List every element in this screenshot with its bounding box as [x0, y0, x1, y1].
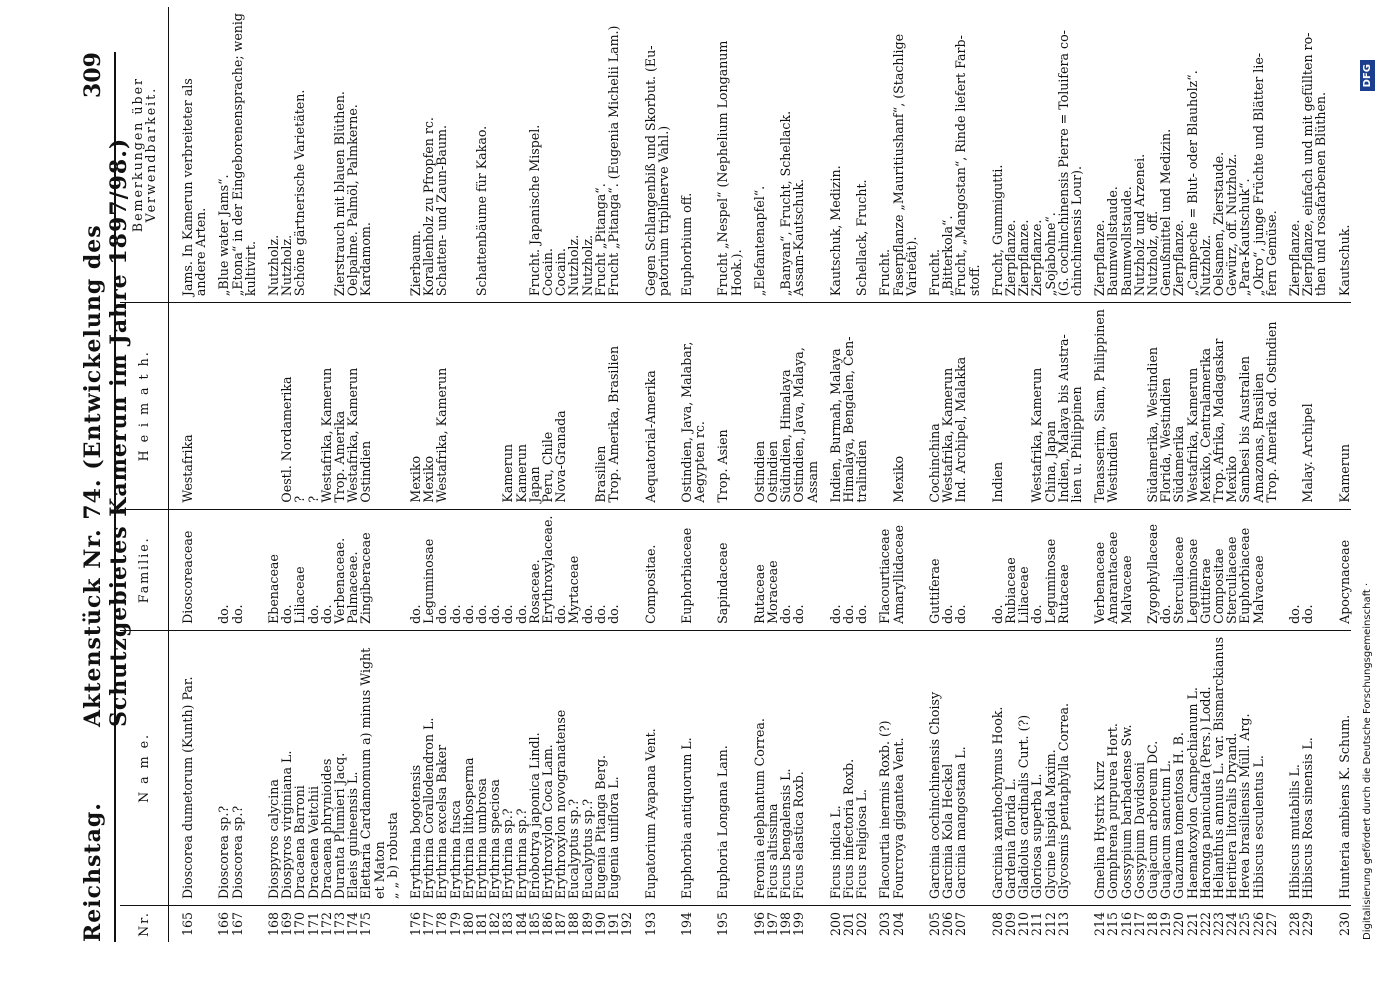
table-row: [634, 7, 670, 942]
cell-heimath: Mexiko Mexiko Westafrika, Kamerun Kamerun Kamerun Japan Peru, Chile Nova-Granada Brasilien Trop. Amerika, Brasilien: [399, 303, 633, 509]
table-row: [670, 7, 706, 942]
table-row: [981, 7, 1083, 942]
cell-nr: 165: [180, 911, 195, 936]
cell-bemerkungen: Gegen Schlangenbiß und Skorbut. (Eu- patorium triplinerve Vahl.): [634, 7, 670, 303]
cell-heimath: Cochinchina Westafrika, Kamerun Ind. Archipel, Malakka: [918, 303, 981, 509]
cell-nr: 203 204: [877, 911, 906, 936]
cell-familie: do. Leguminosae do. do. do. do. do. do. do. Rosaceae. Erythroxylaceae. do. Myrtaceae do. do. do.: [399, 509, 633, 630]
cell-bemerkungen: Kautschuk.: [1328, 7, 1351, 303]
cell-bemerkungen: Euphorbium off.: [670, 7, 706, 303]
table-row: [819, 7, 869, 942]
cell-familie: Ebenaceae do. Liliaceae do. do. Verbenaceae. Palmaceae. Zingiberaceae: [257, 509, 399, 630]
table-row: [1278, 7, 1328, 942]
cell-name: Dioscorea sp.? Dioscorea sp.?: [207, 630, 257, 905]
cell-bemerkungen: Frucht „Nespel“ (Nephelium Longanum Hook.).: [706, 7, 742, 303]
cell-familie: do. Rubiaceae Liliaceae do. Leguminosae Rutaceae: [981, 509, 1083, 630]
cell-nr: 214 215 216 217 218 219 220 221 222 223 224 225 226 227: [1092, 911, 1279, 936]
cell-name: Flacourtia inermis Roxb. (?) Fourcroya gigantea Vent.: [868, 630, 918, 905]
table-row: [918, 7, 981, 942]
cell-familie: Guttiferae do. do.: [918, 509, 981, 630]
cell-nr: 176 177 178 179 180 181 182 183 184 185 186 187 188 189 190 191 192: [408, 911, 635, 936]
cell-name: Eupatorium Ayapana Vent.: [634, 630, 670, 905]
col-header-nr: Nr.: [120, 905, 169, 942]
table-row: [1328, 7, 1351, 942]
cell-nr: 168 169 170 171 172 173 174 175: [266, 911, 374, 936]
table-row: [169, 7, 208, 942]
table-body: [169, 7, 1351, 942]
cell-bemerkungen: Frucht. Faserpflanze „Mauritiushanf“, (Stachlige Varietät).: [868, 7, 918, 303]
cell-heimath: Indien, Burmah, Malaya Himalaya, Bengalen, Cen- tralindien: [819, 303, 869, 509]
cell-familie: Sapindaceae: [706, 509, 742, 630]
cell-bemerkungen: Zierpflanze. Zierpflanze, einfach und mit gefüllten ro- then und rosafarbenen Blüthen.: [1278, 7, 1328, 303]
cell-bemerkungen: Zierbaum. Korallenholz zu Pfropfen rc. Schatten- und Zaun-Baum. Schattenbäume für Kakao. Frucht. Japanische Mispel. Cocain. Cocain. Nutzholz. Nutzholz. Frucht „Pitanga“. Frucht „Pitanga“. (Eugenia Michelii Lam.): [399, 7, 633, 303]
table-row: [1083, 7, 1278, 942]
cell-name: Gmelina Hystrix Kurz Gomphrena purpurea Hort. Gossypium barbadense Sw. Gossypium Davidsoni Guajacum arboreum DC. Guajacum sanctum L. Guazuma tomentosa H. B. Haematoxylon Campechianum L. Haronga paniculata (Pers.) Lodd. Helianthus annuus L. var. Bismarckianus Heritiera litoralis Dryand. Hevea brasiliensis Müll. Arg. Hibiscus esculentus L.: [1083, 630, 1278, 905]
col-header-name: N a m e.: [120, 630, 169, 905]
table-row: [743, 7, 819, 942]
cell-heimath: Aequatorial-Amerika: [634, 303, 670, 509]
col-header-bemerkungen: Bemerkungen über Verwendbarkeit.: [120, 7, 169, 303]
table-row: [257, 7, 399, 942]
header-rule: [114, 52, 116, 942]
cell-familie: Verbenaceae Amarantaceae Malvaceae Zygophyllaceae do. Sterculiaceae Leguminosae Guttiferae Compositae Sterculiaceae Euphorbiaceae Malvaceae: [1083, 509, 1278, 630]
page-header: [72, 52, 132, 942]
footer-text: Digitalisierung gefördert durch die Deutsche Forschungsgemeinschaft ·: [1362, 582, 1373, 940]
species-table: [120, 7, 1351, 942]
cell-nr: 193: [642, 911, 658, 936]
cell-familie: Rutaceae Moraceae do. do.: [743, 509, 819, 630]
cell-familie: Apocynaceae: [1328, 509, 1351, 630]
table-row: [868, 7, 918, 942]
cell-heimath: [207, 303, 257, 509]
cell-familie: do. do.: [1278, 509, 1328, 630]
cell-familie: Euphorbiaceae: [670, 509, 706, 630]
col-header-heimath: H e i m a t h.: [120, 303, 169, 509]
cell-nr: 205 206 207: [926, 911, 969, 936]
cell-nr: 200 201 202: [827, 911, 870, 936]
cell-familie: Compositae.: [634, 509, 670, 630]
cell-heimath: Oestl. Nordamerika ? ? Westafrika, Kamerun Trop. Amerika Westafrika, Kamerun Ostindien: [257, 303, 399, 509]
cell-name: Garcinia cochinchinensis Choisy Garcinia Kola Heckel Garcinia mangostana L.: [918, 630, 981, 905]
cell-heimath: Ostindien Ostindien Südindien, Himalaya Ostindien, Java, Malaya, Assam: [743, 303, 819, 509]
cell-heimath: Tenasserim, Siam, Philippinen Westindien Südamerika, Westindien Florida, Westindien Südamerika Westafrika, Kamerun Mexiko, Centralamerika Trop. Afrika, Madagaskar Mexiko Sambesi bis Australien Amazonas, Brasilien Trop. Amerika od. Ostindien: [1083, 303, 1278, 509]
cell-name: Hunteria ambiens K. Schum.: [1328, 630, 1351, 905]
cell-name: Garcinia xanthochymus Hook. Gardenia florida L. Gladiolus cardinalis Curt. (?) Gloriosa superba L. Glycine hispida Maxim. Glycosmis pentaphylla Correa.: [981, 630, 1083, 905]
table-row: [207, 7, 257, 942]
cell-heimath: Mexiko: [868, 303, 918, 509]
header-title: Aktenstück Nr. 74. (Entwickelung des Schutzgebietes Kamerun im Jahre 1897/98.): [80, 137, 132, 727]
cell-bemerkungen: „Elefantenapfel“. „Banyan“, Frucht, Schellack. Assam-Kautschuk.: [743, 7, 819, 303]
cell-nr: 228 229: [1287, 911, 1316, 936]
cell-familie: do. do. do.: [819, 509, 869, 630]
cell-heimath: Kamerun: [1328, 303, 1351, 509]
table-header-row: [120, 7, 169, 942]
cell-nr: 230: [1336, 911, 1352, 936]
cell-name: Diospyros calycina Diospyros virginiana L. Dracaena Barroni Dracaena Veitchii Dracaena phrynioides Duranta Plumieri Jacq. Elaeis guineensis L. Elettaria Cardamomum a) minus Wight et Maton „ „ b) robusta: [257, 630, 399, 905]
page-number: 309: [80, 52, 106, 98]
cell-nr: 194: [678, 911, 694, 936]
col-header-familie: Familie.: [120, 509, 169, 630]
cell-bemerkungen: Jams. In Kamerun verbreiteter als andere Arten.: [169, 7, 208, 303]
cell-nr: 208 209 210 211 212 213: [989, 911, 1071, 936]
cell-nr: 195: [715, 911, 731, 936]
cell-name: Feronia elephantum Correa. Ficus altissima Ficus bengalensis L. Ficus elastica Roxb.: [743, 630, 819, 905]
cell-bemerkungen: Frucht. „Bitterkola“. Frucht, „Mangostan“, Rinde liefert Farb- stoff.: [918, 7, 981, 303]
cell-name: Euphorbia antiquorum L.: [670, 630, 706, 905]
cell-heimath: Trop. Asien: [706, 303, 742, 509]
cell-heimath: Ostindien, Java, Malabar, Aegypten rc.: [670, 303, 706, 509]
cell-bemerkungen: Kautschuk, Medizin. Schellack, Frucht.: [819, 7, 869, 303]
table-row: [399, 7, 633, 942]
cell-familie: Flacourtiaceae Amaryllidaceae: [868, 509, 918, 630]
cell-bemerkungen: Nutzholz. Nutzholz. Schöne gärtnerische Varietäten. Zierstrauch mit blauen Blüthen. Oelpalme. Palmöl, Palmkerne. Kardamom.: [257, 7, 399, 303]
cell-bemerkungen: Frucht, Gummigutti. Zierpflanze. Zierpflanze. Zierpflanze. „Sojabohne“. (G. cochinchinensis Pierre = Toluifera co- chinchinensis Lour).: [981, 7, 1083, 303]
header-left: Reichstag.: [80, 802, 106, 942]
cell-name: Hibiscus mutabilis L. Hibiscus Rosa sinensis L.: [1278, 630, 1328, 905]
cell-name: Euphoria Longana Lam.: [706, 630, 742, 905]
cell-heimath: Westafrika: [169, 303, 208, 509]
cell-bemerkungen: „Blue water Jams“. „Etona“ in der Eingeborenensprache; wenig kultivirt.: [207, 7, 257, 303]
table-row: [706, 7, 742, 942]
cell-bemerkungen: Zierpflanze. Baumwollstaude. Baumwollstaude. Nutzholz und Arzenei. Nutzholz, off. Genußmittel und Medizin. Zierpflanze. „Campeche = Blut- oder Blauholz“. Nutzholz. Oelsamen, Zierstaude. Gewürz, off. Nutzholz. „Para-Kautschuk“. „Okro“, junge Früchte und Blätter lie- fern Gemüse.: [1083, 7, 1278, 303]
cell-familie: do. do.: [207, 509, 257, 630]
cell-heimath: Malay. Archipel: [1278, 303, 1328, 509]
cell-name: Dioscorea dumetorum (Kunth) Par.: [169, 630, 208, 905]
cell-familie: Dioscoreaceae: [169, 509, 208, 630]
cell-heimath: Indien Westafrika, Kamerun China, Japan Indien, Malaya bis Austra- lien u. Philippinen: [981, 303, 1083, 509]
cell-nr: 196 197 198 199: [751, 911, 807, 936]
cell-nr: 166 167: [216, 911, 245, 936]
cell-name: Ficus indica L. Ficus infectoria Roxb. Ficus religiosa L.: [819, 630, 869, 905]
cell-name: Erythrina bogotensis Erythrina Corallodendron L. Erythrina excelsa Baker Erythrina fusca Erythrina lithosperma Erythrina umbrosa Erythrina speciosa Erythrina sp.? Erythrina sp.? Eriobotrya japonica Lindl. Erythroxylon Coca Lam. Erythroxylon novogranatense Eucalyptus sp.? Eucalyptus sp.? Eugenia Pitanga Berg. Eugenia uniflora L.: [399, 630, 633, 905]
dfg-logo: DFG: [1360, 60, 1375, 91]
